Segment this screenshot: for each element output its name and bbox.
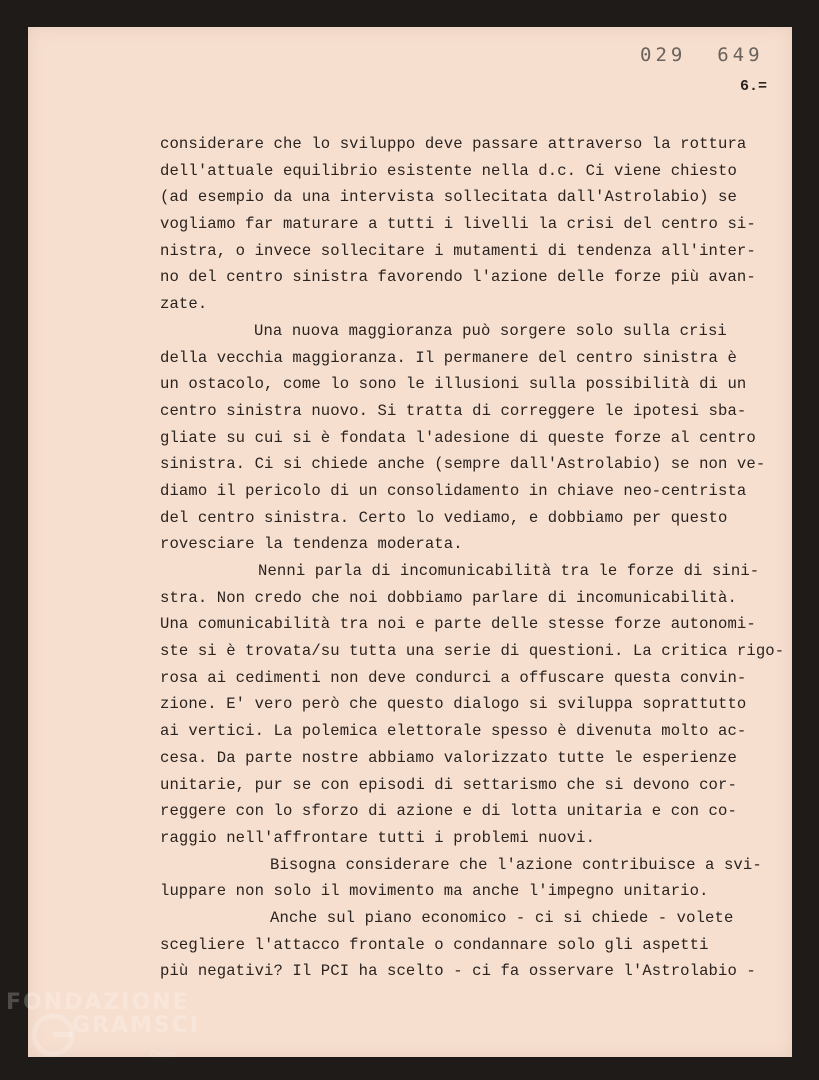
- text-line: raggio nell'affrontare tutti i problemi nuovi.: [160, 828, 596, 847]
- paragraph-start-line: Anche sul piano economico - ci si chiede - volete: [270, 908, 734, 927]
- text-line: Una comunicabilità tra noi e parte delle stesse forze autonomi-: [160, 615, 756, 634]
- text-line: stra. Non credo che noi dobbiamo parlare di incomunicabilità.: [160, 588, 737, 607]
- text-line: sinistra. Ci si chiede anche (sempre dall'Astrolabio) se non ve-: [160, 455, 766, 474]
- watermark-line1: FONDAZIONE: [6, 990, 190, 1015]
- text-line: vogliamo far maturare a tutti i livelli la crisi del centro si-: [160, 215, 756, 234]
- text-line: rovesciare la tendenza moderata.: [160, 535, 463, 554]
- text-line: (ad esempio da una intervista sollecitata dall'Astrolabio) se: [160, 188, 737, 207]
- text-line: del centro sinistra. Certo lo vediamo, e dobbiamo per questo: [160, 508, 728, 527]
- page-number: 6.=: [740, 78, 768, 95]
- text-line: rosa ai cedimenti non deve condurci a offuscare questa convin-: [160, 668, 747, 687]
- text-line: luppare non solo il movimento ma anche l'impegno unitario.: [160, 882, 709, 901]
- text-line: unitarie, pur se con episodi di settarismo che si devono cor-: [160, 775, 737, 794]
- text-line: zione. E' vero però che questo dialogo si sviluppa soprattutto: [160, 695, 747, 714]
- text-line: ste si è trovata/su tutta una serie di questioni. La critica rigo-: [160, 642, 785, 661]
- text-line: ai vertici. La polemica elettorale spesso è divenuta molto ac-: [160, 722, 747, 741]
- typewritten-body: [160, 131, 785, 985]
- text-line: più negativi? Il PCI ha scelto - ci fa osservare l'Astrolabio -: [160, 962, 756, 981]
- text-line: cesa. Da parte nostre abbiamo valorizzato tutte le esperienze: [160, 748, 737, 767]
- paragraph-start-line: Nenni parla di incomunicabilità tra le forze di sini-: [258, 562, 760, 580]
- watermark-logo-icon: [30, 1012, 76, 1058]
- text-line: diamo il pericolo di un consolidamento in chiave neo-centrista: [160, 481, 747, 500]
- text-line: centro sinistra nuovo. Si tratta di correggere le ipotesi sba-: [160, 401, 747, 420]
- text-line: un ostacolo, come lo sono le illusioni sulla possibilità di un: [160, 375, 747, 394]
- text-line: considerare che lo sviluppo deve passare attraverso la rottura: [160, 135, 747, 153]
- text-line: nistra, o invece sollecitare i mutamenti di tendenza all'inter-: [160, 241, 756, 260]
- text-line: no del centro sinistra favorendo l'azione delle forze più avan-: [160, 268, 756, 287]
- text-line: dell'attuale equilibrio esistente nella d.c. Ci viene chiesto: [160, 161, 737, 180]
- watermark-sub: Onlus: [150, 1050, 176, 1060]
- text-line: scegliere l'attacco frontale o condannare solo gli aspetti: [160, 935, 709, 954]
- archive-stamp: 029 649: [640, 44, 764, 66]
- text-line: gliate su cui si è fondata l'adesione di queste forze al centro: [160, 428, 756, 447]
- text-line: zate.: [160, 295, 208, 314]
- paragraph-start-line: Una nuova maggioranza può sorgere solo sulla crisi: [254, 321, 727, 340]
- paragraph-start-line: Bisogna considerare che l'azione contribuisce a svi-: [270, 855, 762, 874]
- text-line: reggere con lo sforzo di azione e di lotta unitaria e con co-: [160, 802, 737, 821]
- watermark-line2: GRAMSCI: [72, 1013, 201, 1038]
- text-line: della vecchia maggioranza. Il permanere del centro sinistra è: [160, 348, 737, 367]
